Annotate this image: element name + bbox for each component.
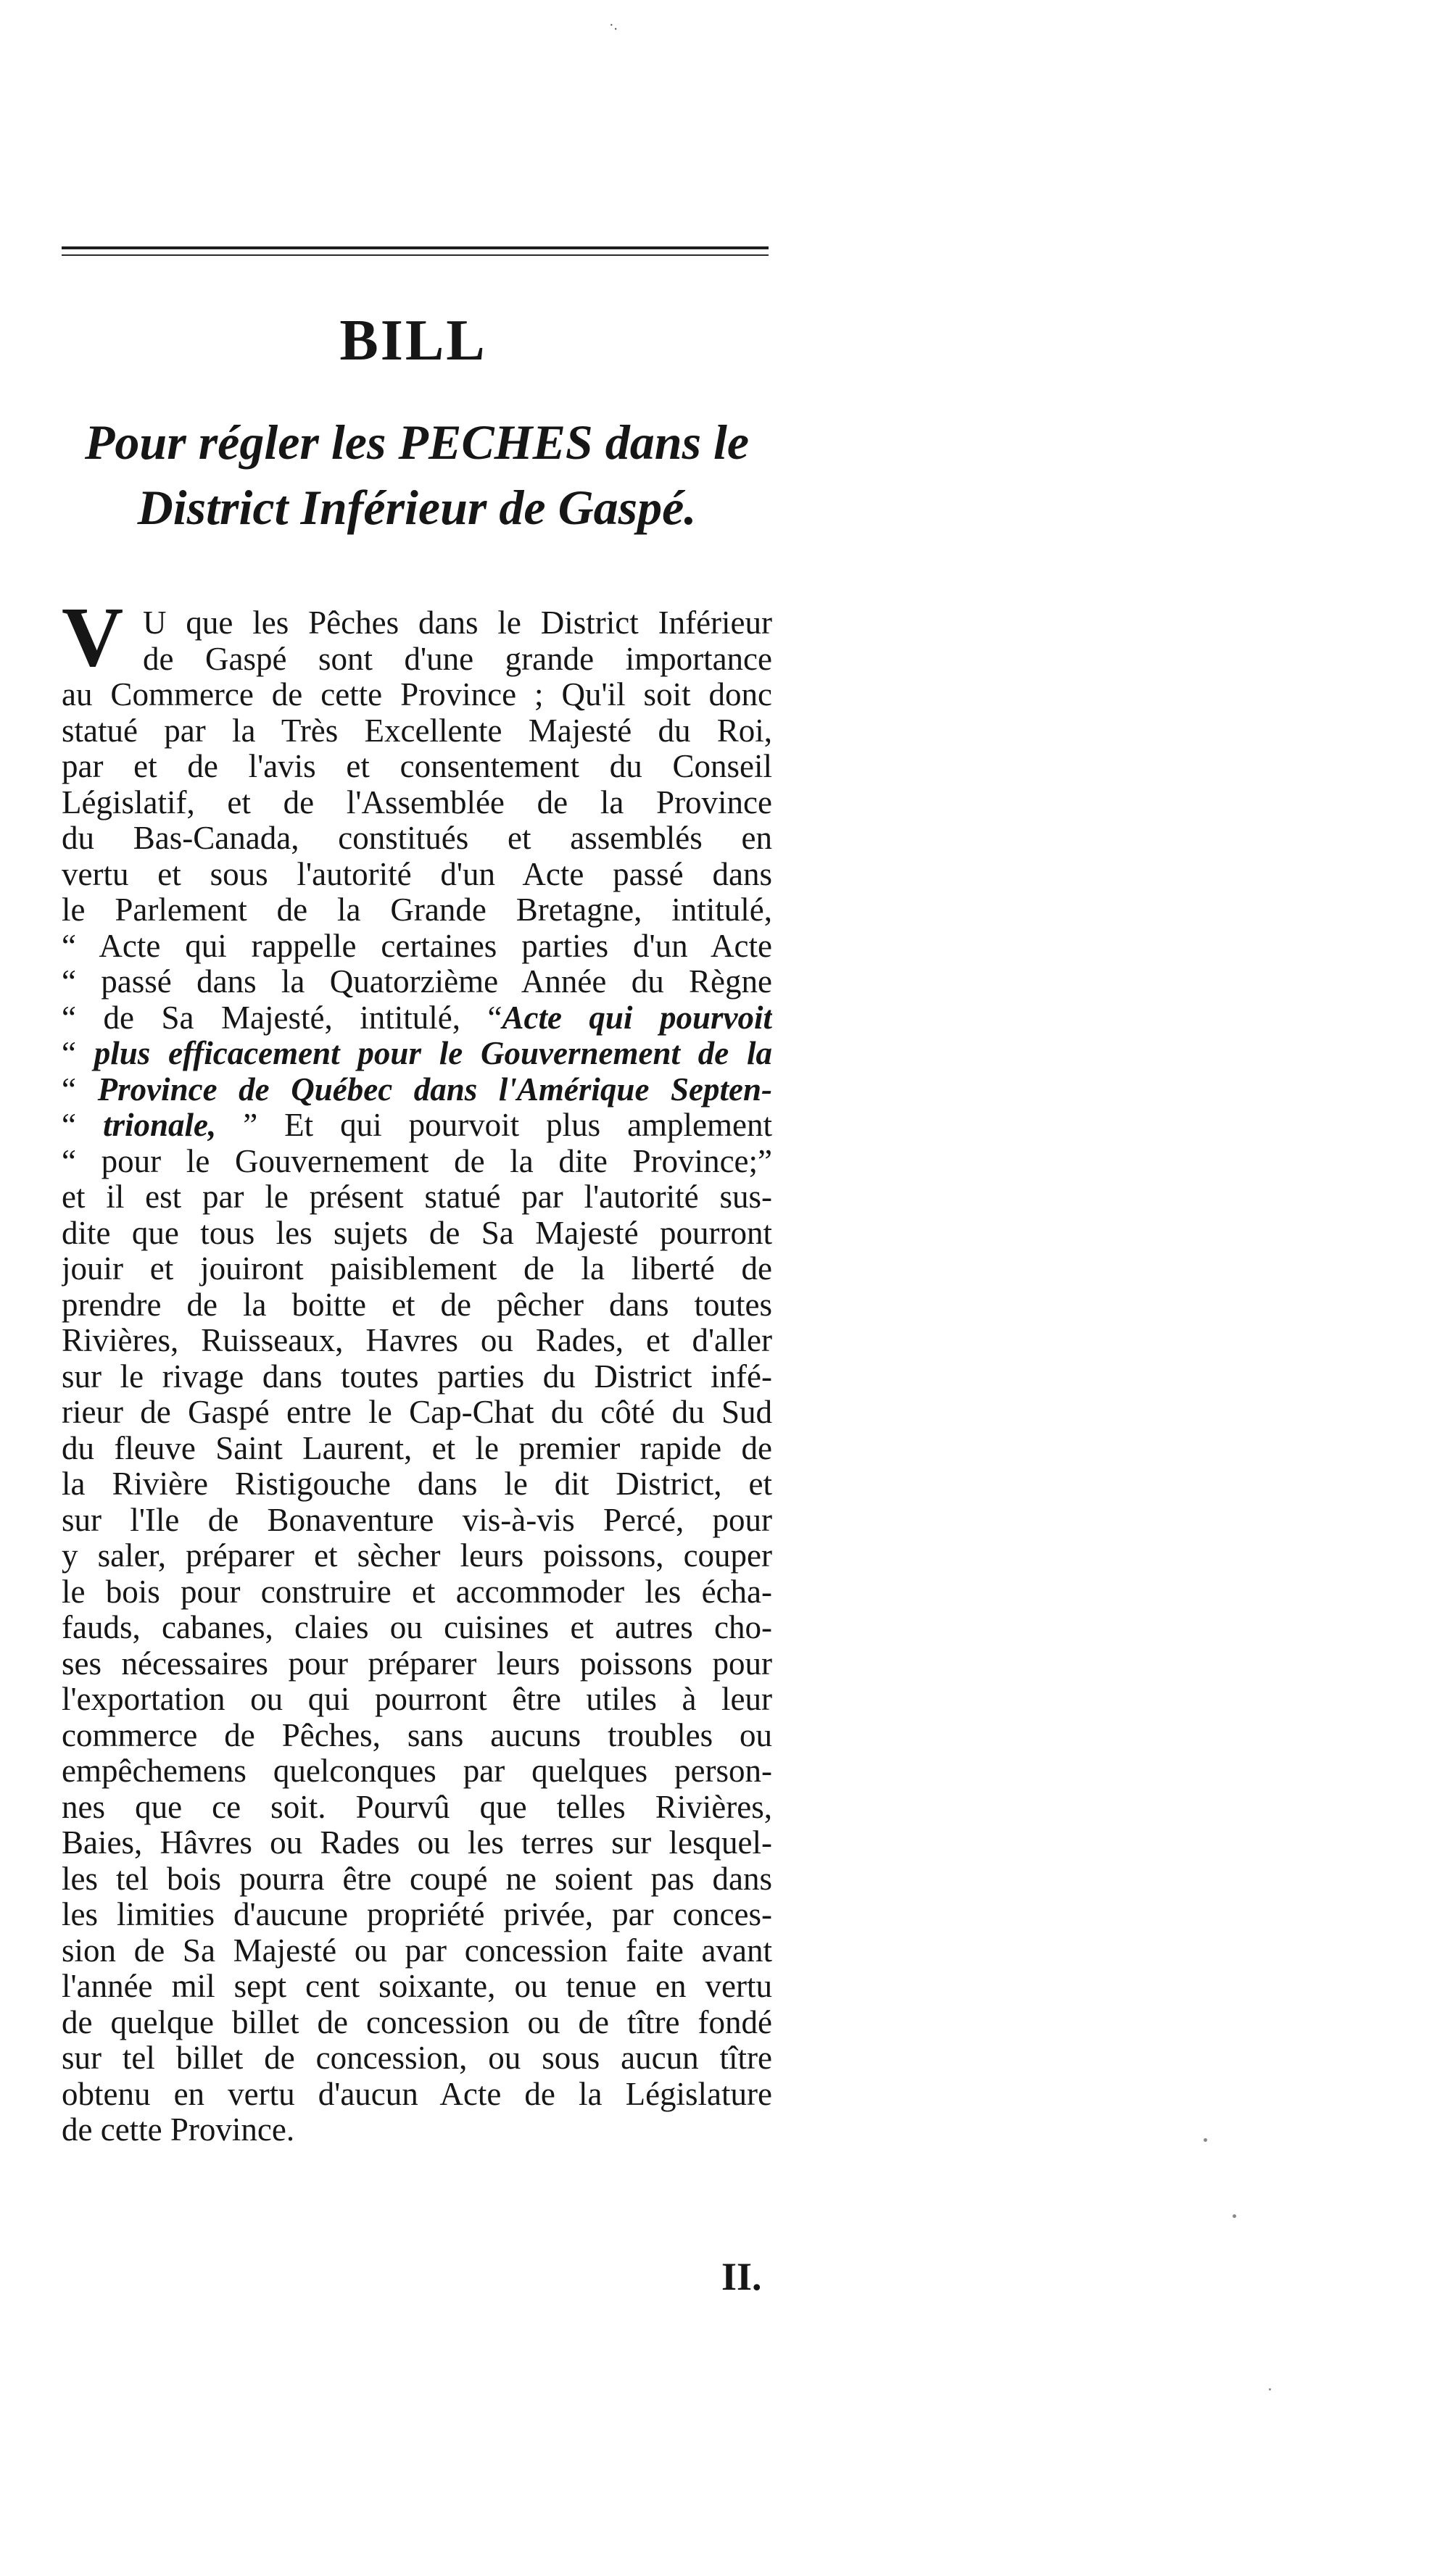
body-line: [62, 1036, 772, 1072]
body-line: ses nécessaires pour préparer leurs poissons pour: [62, 1645, 772, 1682]
header-rule-thick: [62, 246, 769, 249]
body-line: le bois pour construire et accommoder les écha-: [62, 1574, 772, 1610]
body-line: y saler, préparer et sècher leurs poissons, couper: [62, 1538, 772, 1574]
body-line: sur tel billet de concession, ou sous aucun tître: [62, 2040, 772, 2076]
subtitle-line-1: [62, 410, 772, 475]
page-number: II.: [721, 2255, 762, 2298]
body-line: au Commerce de cette Province ; Qu'il soit donc: [62, 677, 772, 712]
body-italic-run: trionale,: [102, 1108, 217, 1143]
body-line: du fleuve Saint Laurent, et le premier rapide de: [62, 1430, 772, 1466]
subtitle-line-2: District Inférieur de Gaspé.: [137, 480, 697, 535]
body-line: “ Acte qui rappelle certaines parties d'un Acte: [62, 928, 772, 964]
body-text-run: “: [62, 1036, 76, 1071]
body-line: [62, 1072, 772, 1108]
subtitle-text-c: dans le: [592, 415, 750, 470]
body-line: nes que ce soit. Pourvû que telles Rivières,: [62, 1789, 772, 1825]
body-line: sion de Sa Majesté ou par concession faite avant: [62, 1932, 772, 1969]
body-line: empêchemens quelconques par quelques person-: [62, 1753, 772, 1789]
body-line: de quelque billet de concession ou de tître fondé: [62, 2004, 772, 2040]
body-line: [62, 1000, 772, 1036]
body-line: obtenu en vertu d'aucun Acte de la Législature: [62, 2076, 772, 2112]
paper-speck: [1204, 2138, 1207, 2142]
body-line: sur l'Ile de Bonaventure vis-à-vis Percé, pour: [62, 1502, 772, 1538]
paper-speck: [1233, 2214, 1236, 2218]
body-line: prendre de la boitte et de pêcher dans toutes: [62, 1287, 772, 1323]
body-line: de cette Province.: [62, 2112, 295, 2148]
body-text-run: “ de Sa Majesté, intitulé, “: [62, 1000, 502, 1036]
body-line: vertu et sous l'autorité d'un Acte passé dans: [62, 856, 772, 892]
subtitle-text-a: Pour régler les: [84, 415, 399, 470]
body-line: “ passé dans la Quatorzième Année du Règne: [62, 964, 772, 1000]
body-line: statué par la Très Excellente Majesté du Roi,: [62, 712, 772, 749]
body-line: Baies, Hâvres ou Rades ou les terres sur lesquel-: [62, 1825, 772, 1861]
body-line: [62, 1108, 772, 1144]
body-line: Législatif, et de l'Assemblée de la Province: [62, 784, 772, 820]
bill-body: [62, 605, 772, 2148]
body-text-run: “: [62, 1108, 76, 1143]
document-title: BILL: [339, 309, 487, 373]
body-line: “ pour le Gouvernement de la dite Province;”: [62, 1143, 772, 1179]
printer-mark: ·.: [609, 17, 618, 33]
body-line: sur le rivage dans toutes parties du District infé-: [62, 1358, 772, 1395]
body-line: jouir et jouiront paisiblement de la liberté de: [62, 1251, 772, 1287]
body-line: par et de l'avis et consentement du Conseil: [62, 749, 772, 784]
body-line: et il est par le présent statué par l'autorité sus-: [62, 1179, 772, 1215]
body-line: U que les Pêches dans le District Inférieur: [143, 605, 772, 641]
body-italic-run: plus efficacement pour le Gouvernement de la: [94, 1036, 772, 1071]
header-rule-thin: [62, 254, 769, 256]
body-line: l'année mil sept cent soixante, ou tenue en vertu: [62, 1969, 772, 2004]
body-line: de Gaspé sont d'une grande importance: [143, 641, 772, 677]
body-line: la Rivière Ristigouche dans le dit District, et: [62, 1466, 772, 1502]
body-italic-run: Acte qui pourvoit: [502, 1000, 772, 1036]
paper-speck: [1269, 2388, 1271, 2390]
body-line: commerce de Pêches, sans aucuns troubles ou: [62, 1717, 772, 1753]
subtitle-text-b: PECHES: [398, 415, 593, 470]
body-line: les limities d'aucune propriété privée, par conces-: [62, 1897, 772, 1932]
body-italic-run: Province de Québec dans l'Amérique Septen-: [97, 1071, 772, 1108]
body-line: le Parlement de la Grande Bretagne, intitulé,: [62, 892, 772, 928]
body-text-run: ” Et qui pourvoit plus amplement: [216, 1108, 772, 1143]
body-line: rieur de Gaspé entre le Cap-Chat du côté du Sud: [62, 1395, 772, 1430]
body-line: dite que tous les sujets de Sa Majesté pourront: [62, 1215, 772, 1251]
body-line: Rivières, Ruisseaux, Havres ou Rades, et d'aller: [62, 1323, 772, 1358]
body-line: du Bas-Canada, constitués et assemblés en: [62, 820, 772, 856]
body-text-run: “: [62, 1071, 76, 1108]
document-subtitle: [62, 410, 772, 540]
body-line: l'exportation ou qui pourront être utiles à leur: [62, 1682, 772, 1717]
body-line: fauds, cabanes, claies ou cuisines et autres cho-: [62, 1610, 772, 1645]
drop-cap: V: [62, 589, 124, 684]
body-line: les tel bois pourra être coupé ne soient pas dans: [62, 1861, 772, 1897]
